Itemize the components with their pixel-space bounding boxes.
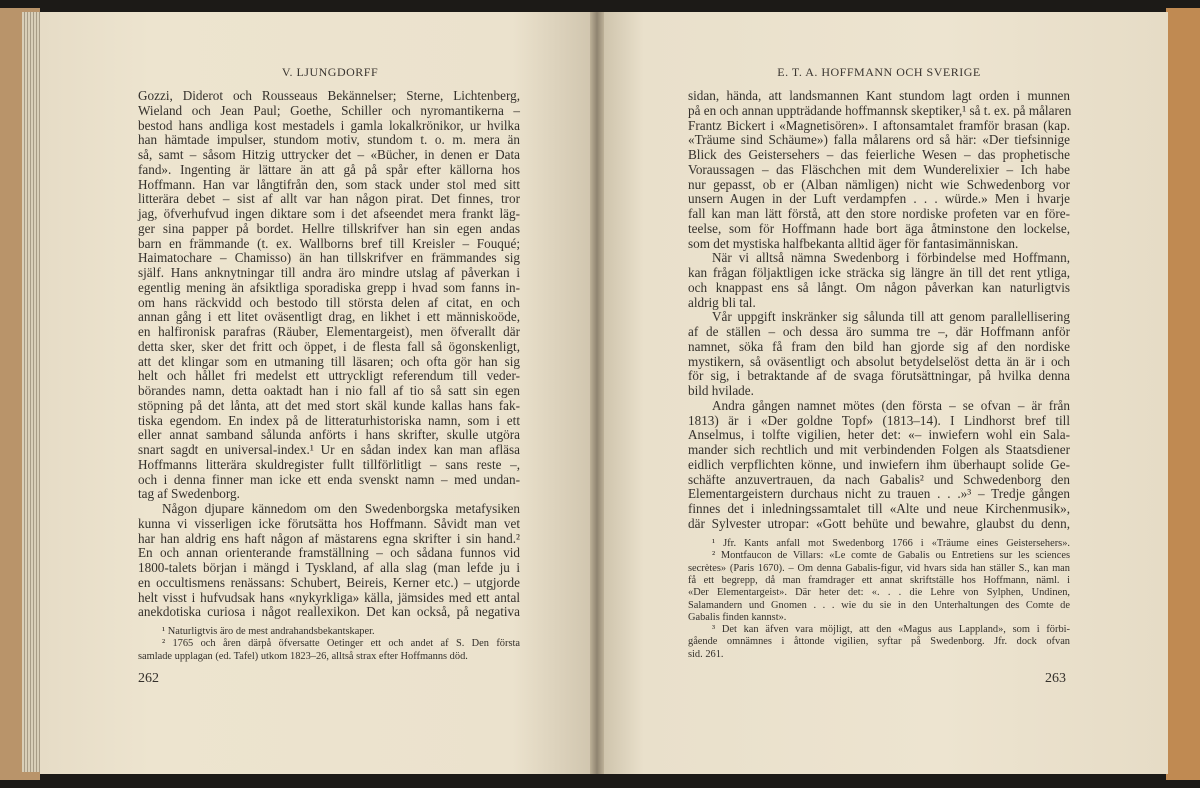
text-line: om hans räckvidd och bestodo till största delen af citat, en och xyxy=(138,294,520,310)
text-line: aldrig bli tal. xyxy=(688,294,756,310)
text-line: Någon djupare kännedom om den Swedenborgska metafysiken xyxy=(162,501,520,516)
text-line: där Sylvester utropar: «Gott behüte und bewahre, glaubst du denn, xyxy=(688,515,1070,531)
text-line: som det mystiska halfbekanta alltid äger för fantasimänniskan. xyxy=(688,235,1019,251)
text-line: tiska egendom. En index på de litteraturhistoriska namn, som i ett xyxy=(138,412,520,428)
text-line: Anselmus, i tolfte vigilien, heter det: «– inwiefern wohl ein Sala- xyxy=(688,427,1070,443)
text-line: finnes det i inledningssamtalet till «Alte und neue Kirchenmusik», xyxy=(688,501,1070,516)
text-line: kan frågan följaktligen icke sträcka sig längre än till det rent ytliga, xyxy=(688,265,1070,280)
text-line: kunna vi visserligen icke förutsätta hos Hoffmann. Såvidt man vet xyxy=(138,515,520,531)
right-page-number: 263 xyxy=(1045,671,1066,686)
text-line: mystikern, så oväsentligt och absolut betydelselöst detta än är i och xyxy=(688,353,1070,369)
text-line: att det klingar som en utmaning till läsaren; och ofta gör han sig xyxy=(138,353,520,369)
text-line: så, samt – såsom Hitzig uttrycker det – «Bücher, in denen er Data xyxy=(138,147,520,162)
text-line: egentlig mening än afsiktliga sporadiska grepp i hvad som fanns in- xyxy=(138,279,520,295)
footnote-line: ³ Det kan äfven vara möjligt, att den «Magus aus Lappland», som i förbi- xyxy=(712,624,1070,636)
footnote-line: «Der Elementargeist». Där heter det: «. . . die Lehre von Sylphen, Undinen, xyxy=(688,587,1070,599)
text-line: han hämtade impulser, stundom motiv, stundom t. o. m. mera än xyxy=(138,132,520,148)
text-line: bestod hans andliga kost mestadels i gamla lokalkrönikor, ur hvilka xyxy=(138,117,520,133)
text-line: Elementargeistern durchaus nicht zu trauen . . .»³ – Tredje gången xyxy=(688,486,1070,502)
book-gutter xyxy=(590,12,604,774)
text-line: Frantz Bickert i «Magnetisören». I aftonsamtalet framför brasan (kap. xyxy=(688,117,1070,133)
text-line: «Träume sind Schäume») falla målarens ord så här: «Der tiefsinnige xyxy=(688,132,1070,148)
text-line: Gozzi, Diderot och Rousseaus Bekännelser; Sterne, Lichtenberg, xyxy=(138,88,520,103)
footnote-line: Salamandern und Gnomen . . . wie du sie in den Unterhaltungen des Comte de xyxy=(688,599,1070,611)
text-line: sidan, hända, att landsmannen Kant stundom lagt orden i munnen xyxy=(688,88,1070,103)
text-line: ger sina papper på bordet. Hellre tillskrifver han sin egen andas xyxy=(138,220,520,236)
text-line: Haimatochare – Chamisso) än han tillskrifver en främmandes sig xyxy=(138,250,520,266)
text-line: helt visst i hufvudsak hans «nykyrkliga» källa, jämsides med ett antal xyxy=(138,589,520,605)
text-line: stöpning på det lånta, att det med stort skäl kunde kallas hans fak- xyxy=(138,397,520,413)
text-line: Vår uppgift inskränker sig sålunda till att genom parallellisering xyxy=(712,309,1070,325)
text-line: annan gång i ett litet oväsentligt drag, en likhet i ett människoöde, xyxy=(138,309,520,325)
footnote-line: ² 1765 och åren därpå öfversatte Oetinger ett och andet af S. Den första xyxy=(162,638,520,650)
footnote-line: sid. 261. xyxy=(688,648,724,660)
footnote-line: samlade upplagan (ed. Tafel) utkom 1823–26, alltså strax efter Hoffmanns död. xyxy=(138,650,468,662)
text-line: teelse, som för Hoffmann hade bort äga åtminstone den lockelse, xyxy=(688,220,1070,236)
text-line: litterära debet – sist af allt var han någon pirat. Det finnes, tror xyxy=(138,191,520,207)
footnote-line: Gabalis finden kannst». xyxy=(688,611,787,623)
text-line: tag af Swedenborg. xyxy=(138,486,240,502)
text-line: en halfironisk parafras (Räuber, Elementargeist), men öfverallt där xyxy=(138,324,520,339)
footnote-line: secrètes» (Paris 1670). – Om denna Gabalis-figur, vid hvars sida han ställer S., kan man xyxy=(688,562,1070,574)
footnote-line: ¹ Naturligtvis äro de mest andrahandsbekantskaper. xyxy=(162,626,375,637)
text-line: mander sich rechtlich und mit verbindenden Folgen als Staatsdiener xyxy=(688,442,1070,457)
text-line: Voraussagen – das Fläschchen mit dem Wunderelixier – Ich habe xyxy=(688,161,1070,177)
text-line: schäfte anzuvertrauen, da nach Gabalis² und Schwedenborg den xyxy=(688,471,1070,487)
text-line: börandes namn, detta oaktadt han i nio fall af tio så satt sin egen xyxy=(138,383,520,398)
text-line: anekdotiska curiosa i något reallexikon. Det kan också, på negativa xyxy=(138,604,520,620)
text-line: på en och annan uppträdande hoffmannsk skeptiker,¹ så t. ex. på målaren xyxy=(688,102,1072,118)
text-line: nur gepasst, ob er (Alban nämligen) nicht wie Schwedenborg vor xyxy=(688,176,1070,192)
text-line: för sig, i betraktande af de svaga förutsättningar, på hvilka denna xyxy=(688,368,1070,384)
text-line: detta sker, sker det fritt och öppet, i de flesta fall så ögonskenligt, xyxy=(138,338,520,354)
left-page-number: 262 xyxy=(138,671,159,686)
footnote-line: få ett begrepp, då man framdrager ett annat skriftställe hos Hoffmann, näml. i xyxy=(688,574,1070,586)
book-cover-right xyxy=(1166,8,1200,780)
text-line: namnet, söka få fram den bild han gjorde sig af den nordiske xyxy=(688,338,1070,354)
text-line: och knappast ens så långt. Om någon påverkan kan naturligtvis xyxy=(688,279,1070,295)
text-line: eidlich verpflichten könne, und inwiefern ihm überhaupt solide Ge- xyxy=(688,456,1070,472)
footnote-line: ¹ Jfr. Kants anfall mot Swedenborg 1766 i «Träume eines Geistersehers». xyxy=(712,538,1070,549)
text-line: fall kan man lätt förstå, att den store nordiske profeten var en före- xyxy=(688,206,1070,221)
text-line: fand». Ingenting är lättare än att gå på spår efter källorna hos xyxy=(138,161,520,177)
text-line: Hoffmann. Han var långtifrån den, som stack under stol med sitt xyxy=(138,176,520,192)
text-line: har han aldrig ens haft någon af mästarens egna skrifter i sin hand.² xyxy=(138,530,520,546)
text-line: helt och hållet fri medelst ett uttryckligt referendum till veder- xyxy=(138,368,520,384)
footnote-line: gående omnämnes i åttonde vigilien, syftar på Swedenborg. Jfr. dock ofvan xyxy=(688,636,1070,648)
text-line: Wieland och Jean Paul; Goethe, Schiller och nyromantikerna – xyxy=(138,102,520,118)
text-line: unsern Augen in der Luft verdampfen . . . würde.» Men i hvarje xyxy=(688,191,1070,207)
text-line: bild hvilade. xyxy=(688,383,754,398)
footnote-line: ² Montfaucon de Villars: «Le comte de Gabalis ou Entretiens sur les sciences xyxy=(712,550,1070,562)
text-line: af de ställen – och dessa äro summa tre –, där Hoffmann anför xyxy=(688,324,1070,339)
left-running-head: V. LJUNGDORFF xyxy=(281,65,379,79)
text-line: Hoffmanns litterära skuldregister fullt tillförlitligt – sans reste –, xyxy=(138,456,520,472)
text-line: När vi alltså nämna Swedenborg i förbindelse med Hoffmann, xyxy=(712,250,1070,266)
text-line: 1813) är i «Der goldne Topf» (1813–14). I Lindhorst bref till xyxy=(688,412,1070,428)
right-running-head: E. T. A. HOFFMANN OCH SVERIGE xyxy=(777,65,981,79)
text-line: eller annat samband sålunda anförts i hans skrifter, skulle utgöra xyxy=(138,427,520,443)
text-line: jag, öfverhufvud ingen diktare som i det afseendet mera frankt läg- xyxy=(138,206,520,221)
text-line: och i denna finner man icke ett enda svenskt namn – med undan- xyxy=(138,471,520,487)
text-line: Blick des Geistersehers – das feierliche Wesen – das prophetische xyxy=(688,147,1070,162)
text-line: Andra gången namnet mötes (den första – se ofvan – är från xyxy=(712,397,1070,413)
text-line: En och annan orienterande framställning – och sådana funnos vid xyxy=(138,545,520,561)
text-line: 1800-talets början i mängd i Tyskland, af alla slag (man lefde ju i xyxy=(138,560,520,575)
text-line: en occultismens renässans: Schubert, Beireis, Kerner etc.) – utgjorde xyxy=(138,574,520,590)
text-line: barn en främmande (t. ex. Wallborns bref till Kreisler – Fouqué; xyxy=(138,235,520,251)
text-line: själf. Hans anknytningar till andra äro mindre utslag af påverkan i xyxy=(138,265,520,280)
text-line: snart sagdt en universal-index.¹ Ur en sådan index kan man afläsa xyxy=(138,442,520,457)
